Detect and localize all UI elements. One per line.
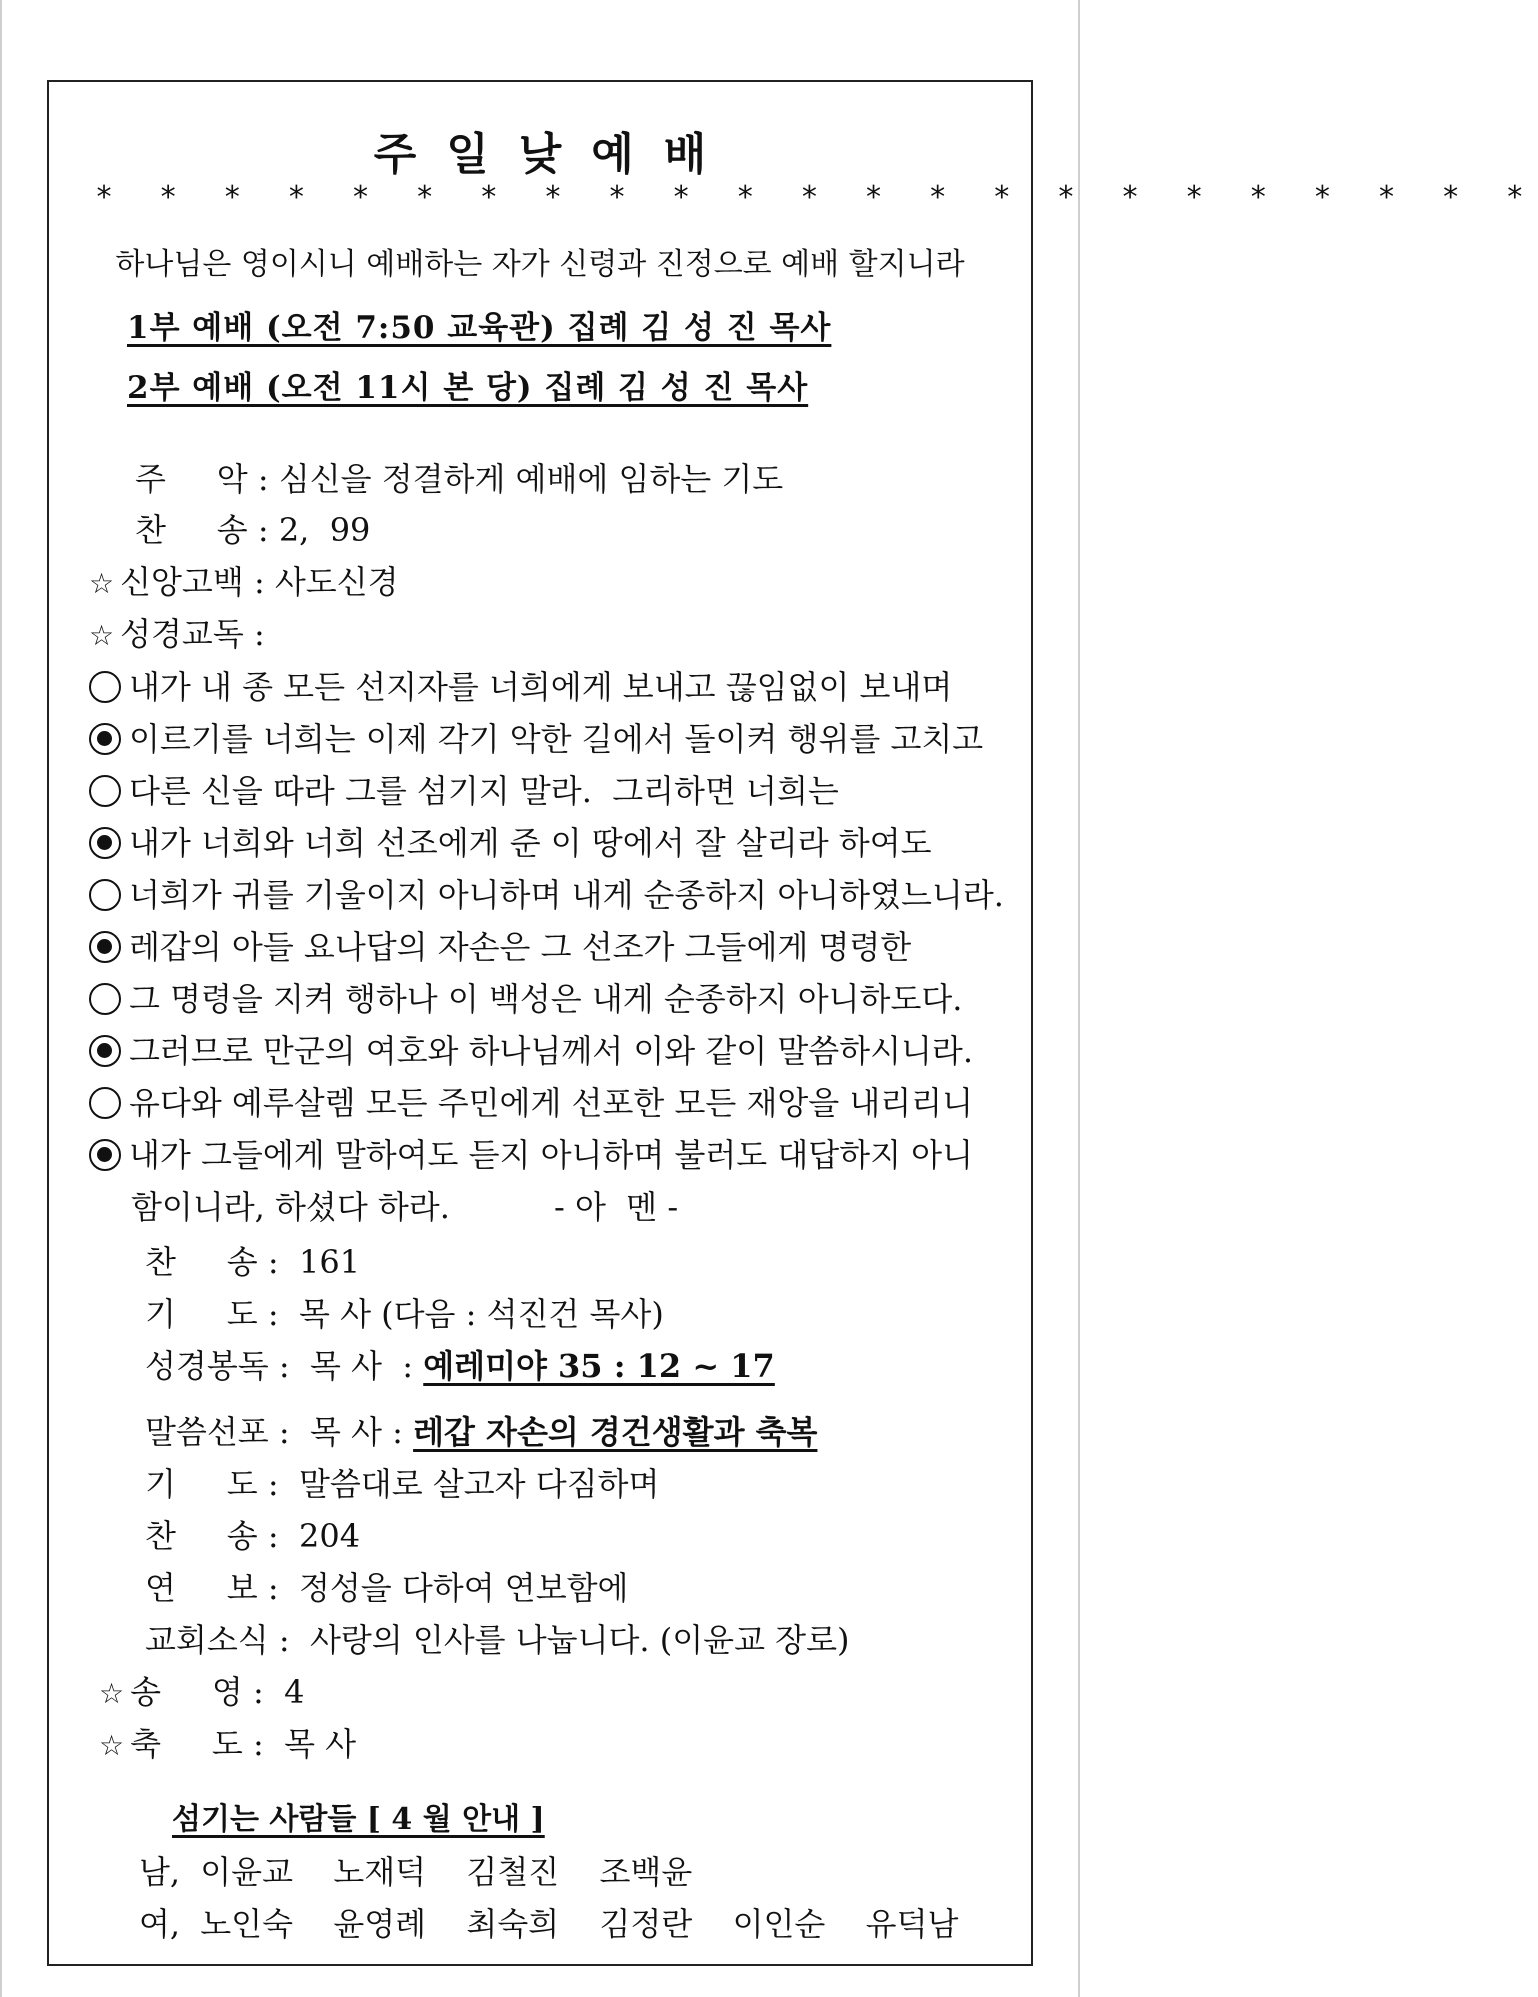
order-item-sermon: [145, 1407, 817, 1453]
order-sep: :: [247, 460, 279, 498]
reading-text: 너희가 귀를 기울이지 아니하며 내게 순종하지 아니하였느니라.: [129, 876, 1004, 914]
order-sep: :: [257, 1517, 299, 1555]
bulletin-frame: [47, 80, 1538, 1966]
order-value: 사랑의 인사를 나눕니다. (이윤교 장로): [309, 1621, 850, 1659]
filled-circle-icon: [89, 723, 121, 755]
order-value: 204: [298, 1517, 361, 1555]
order-term: 송 영: [130, 1673, 243, 1711]
motto: 하나님은 영이시니 예배하는 자가 신령과 진정으로 예배 할지니라: [115, 247, 965, 282]
order-item-prelude: [135, 454, 783, 500]
reading-text: 다른 신을 따라 그를 섬기지 말라. 그리하면 너희는: [129, 772, 839, 810]
order-value: 목 사 (다음 : 석진건 목사): [298, 1295, 664, 1333]
reading-text: 내가 너희와 너희 선조에게 준 이 땅에서 잘 살리라 하여도: [129, 824, 932, 862]
order-item-hymn-2: [145, 1237, 360, 1283]
order-value: 심신을 정결하게 예배에 임하는 기도: [278, 460, 784, 498]
open-circle-icon: [89, 879, 121, 911]
order-item-prayer-2: [145, 1459, 659, 1505]
reading-end-text: 함이니라, 하셨다 하라.: [131, 1188, 450, 1226]
star-icon: ☆: [89, 567, 115, 600]
reading-line: [89, 714, 983, 760]
order-value: 사도신경: [274, 563, 399, 601]
filled-circle-icon: [89, 1139, 121, 1171]
order-term: 신앙고백: [120, 563, 244, 601]
reading-text: 유다와 예루살렘 모든 주민에게 선포한 모든 재앙을 내리리니: [129, 1084, 974, 1122]
order-sep: :: [257, 1243, 299, 1281]
order-item-hymn-3: [145, 1511, 360, 1557]
order-item-prayer: [145, 1289, 664, 1335]
order-sep: :: [268, 1413, 310, 1451]
filled-circle-icon: [89, 931, 121, 963]
order-item-reading-title: [89, 609, 275, 655]
service-first: 1부 예배 (오전 7:50 교육관) 집례 김 성 진 목사: [127, 310, 832, 346]
order-sep: :: [257, 1569, 299, 1607]
order-term: 연 보: [145, 1569, 258, 1607]
reading-text: 내가 그들에게 말하여도 듣지 아니하며 불러도 대답하지 아니: [129, 1136, 974, 1174]
open-circle-icon: [89, 671, 121, 703]
order-sep: :: [242, 1725, 285, 1763]
star-icon: ☆: [99, 1729, 125, 1762]
order-term: 성경봉독: [145, 1347, 269, 1385]
reading-text: 그 명령을 지켜 행하나 이 백성은 내게 순종하지 아니하도다.: [129, 980, 963, 1018]
order-sep: :: [268, 1347, 310, 1385]
star-divider: * * * * * * * * * * * * * * * * * * * * * * *: [95, 180, 1538, 215]
order-item-creed: [89, 557, 399, 603]
order-term: 기 도: [145, 1295, 258, 1333]
order-term: 말씀선포: [145, 1413, 269, 1451]
reading-line: [89, 1026, 973, 1072]
order-value: 목 사 :: [309, 1347, 424, 1385]
open-circle-icon: [89, 983, 121, 1015]
reading-line: [89, 766, 839, 812]
reading-text: 내가 내 종 모든 선지자를 너희에게 보내고 끊임없이 보내며: [129, 668, 953, 706]
order-item-doxology: [99, 1667, 304, 1713]
reading-line: [89, 818, 932, 864]
reading-line: [89, 1130, 973, 1176]
order-term: 찬 송: [135, 511, 248, 549]
order-sep: :: [247, 511, 279, 549]
reading-line: [89, 922, 911, 968]
order-term: 찬 송: [145, 1517, 258, 1555]
filled-circle-icon: [89, 1035, 121, 1067]
order-item-benediction: [99, 1719, 356, 1765]
order-sep: :: [257, 1465, 299, 1503]
order-term: 성경교독: [120, 615, 244, 653]
reading-line: [89, 974, 962, 1020]
order-term: 축 도: [130, 1725, 243, 1763]
page-title: 주일낮예배: [373, 129, 737, 180]
order-term: 기 도: [145, 1465, 258, 1503]
order-term: 주 악: [135, 460, 248, 498]
open-circle-icon: [89, 1087, 121, 1119]
roster-title: 섬기는 사람들 [ 4 월 안내 ]: [172, 1802, 545, 1837]
order-sep: :: [243, 615, 275, 653]
order-sep: :: [268, 1621, 310, 1659]
reading-text: 레갑의 아들 요나답의 자손은 그 선조가 그들에게 명령한: [129, 928, 912, 966]
order-sep: :: [243, 563, 275, 601]
reading-text: 그러므로 만군의 여호와 하나님께서 이와 같이 말씀하시니라.: [129, 1032, 974, 1070]
open-circle-icon: [89, 775, 121, 807]
scripture-reference: 예레미야 35 : 12 ~ 17: [423, 1347, 775, 1385]
reading-line: [89, 870, 1004, 916]
order-value: 목 사: [284, 1725, 357, 1763]
service-second: 2부 예배 (오전 11시 본 당) 집례 김 성 진 목사: [127, 370, 809, 406]
star-icon: ☆: [99, 1677, 125, 1710]
star-icon: ☆: [89, 619, 115, 652]
order-value: 정성을 다하여 연보함에: [298, 1569, 629, 1607]
order-sep: :: [257, 1295, 299, 1333]
roster-women: 여, 노인숙 윤영례 최숙희 김정란 이인순 유덕남: [139, 1905, 959, 1943]
reading-end: [131, 1182, 450, 1228]
sermon-title: 레갑 자손의 경건생활과 축복: [413, 1413, 818, 1451]
order-item-hymn-1: [135, 505, 370, 551]
order-term: 찬 송: [145, 1243, 258, 1281]
order-value: 목 사 :: [309, 1413, 414, 1451]
order-value: 4: [284, 1673, 305, 1711]
amen: - 아 멘 -: [554, 1188, 679, 1226]
order-value: 161: [298, 1243, 361, 1281]
reading-line: [89, 662, 952, 708]
roster-men: 남, 이윤교 노재덕 김철진 조백윤: [139, 1853, 693, 1891]
order-item-offering: [145, 1563, 628, 1609]
reading-text: 이르기를 너희는 이제 각기 악한 길에서 돌이켜 행위를 고치고: [129, 720, 984, 758]
order-value: 말씀대로 살고자 다짐하며: [298, 1465, 660, 1503]
order-term: 교회소식: [145, 1621, 269, 1659]
filled-circle-icon: [89, 827, 121, 859]
order-item-news: [145, 1615, 849, 1661]
order-item-scripture: [145, 1341, 775, 1387]
order-value: 2, 99: [278, 511, 371, 549]
reading-line: [89, 1078, 973, 1124]
order-sep: :: [242, 1673, 285, 1711]
